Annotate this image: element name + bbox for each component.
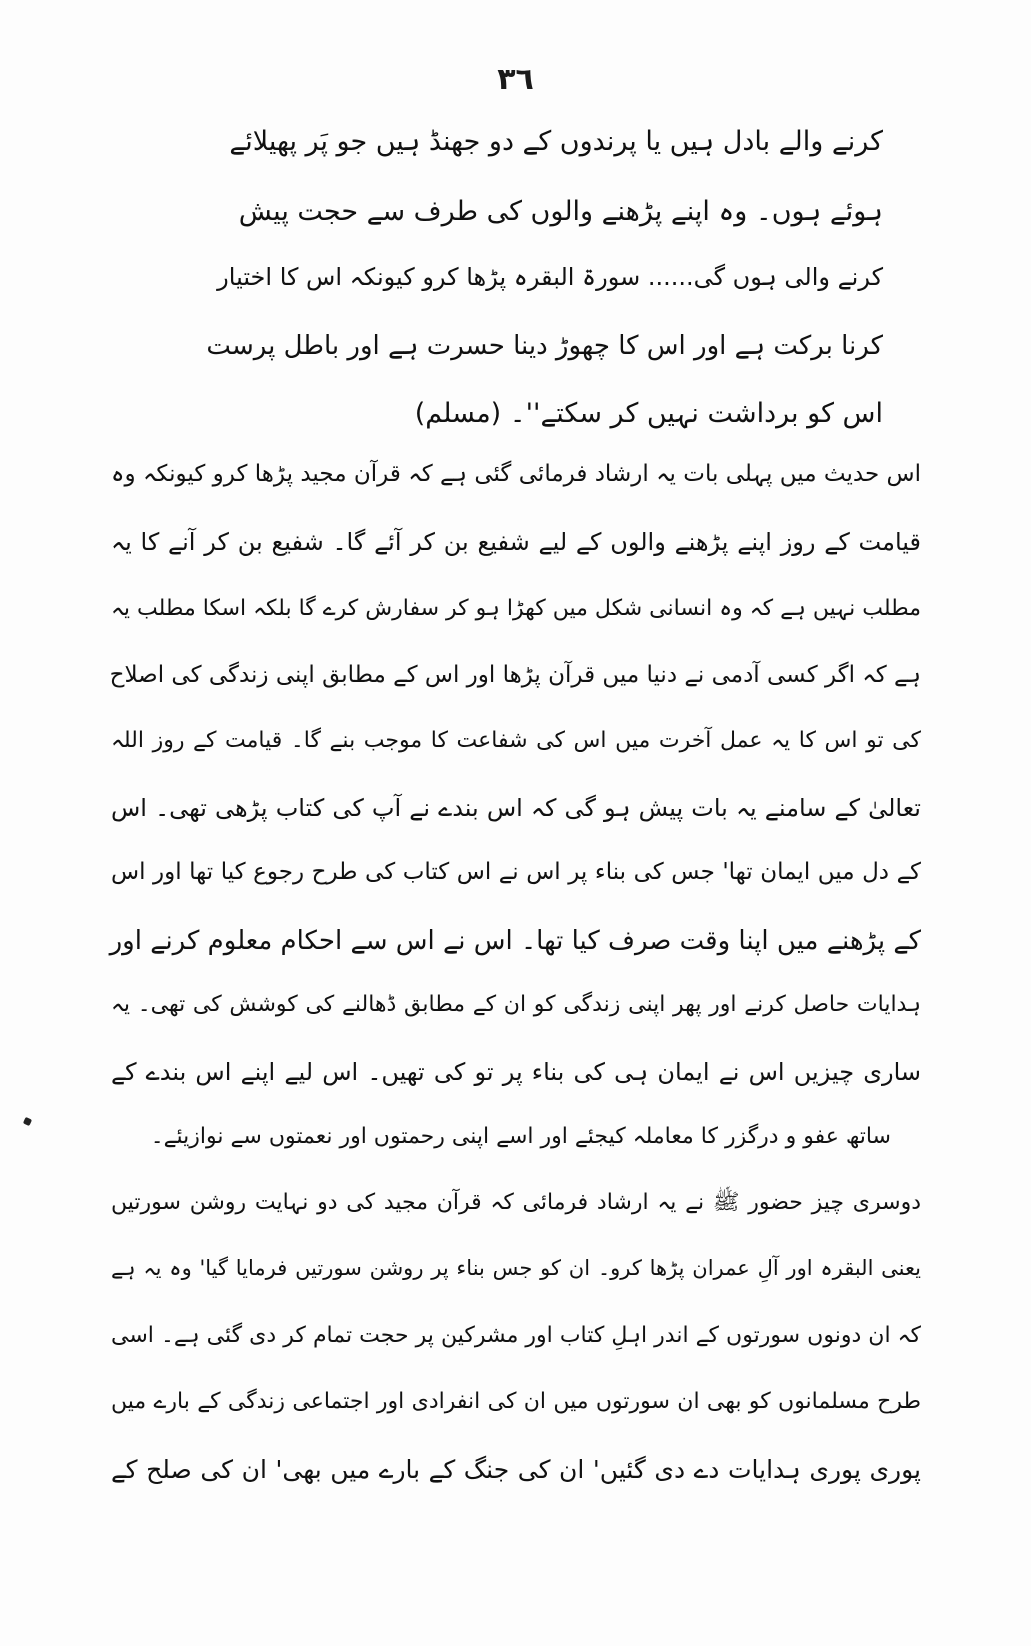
body-line: اس حدیث میں پہلی بات یہ ارشاد فرمائی گئی ہے کہ قرآن مجید پڑھا کرو کیونکہ وہ	[111, 461, 921, 487]
quote-line: ہوئے ہوں۔ وہ اپنے پڑھنے والوں کی طرف سے حجت پیش	[238, 196, 883, 227]
body-line: کے دل میں ایمان تھا' جس کی بناء پر اس نے اس کتاب کی طرح رجوع کیا تھا اور اس	[111, 859, 921, 885]
quote-line: کرنا برکت ہے اور اس کا چھوڑ دینا حسرت ہے اور باطل پرست	[206, 331, 883, 361]
ink-speck	[23, 1117, 32, 1126]
body-line: طرح مسلمانوں کو بھی ان سورتوں میں ان کی انفرادی اور اجتماعی زندگی کے بارے میں	[111, 1389, 921, 1414]
body-line: تعالیٰ کے سامنے یہ بات پیش ہو گی کہ اس بندے نے آپ کی کتاب پڑھی تھی۔ اس	[111, 794, 921, 822]
body-line: ہے کہ اگر کسی آدمی نے دنیا میں قرآن پڑھا اور اس کے مطابق اپنی زندگی کی اصلاح	[109, 662, 921, 688]
body-line: ساری چیزیں اس نے ایمان ہی کی بناء پر تو کی تھیں۔ اس لیے اپنے اس بندے کے	[111, 1058, 921, 1086]
body-line: کی تو اس کا یہ عمل آخرت میں اس کی شفاعت کا موجب بنے گا۔ قیامت کے روز اللہ	[111, 728, 921, 753]
body-line: دوسری چیز حضور ﷺ نے یہ ارشاد فرمائی کہ قرآن مجید کی دو نہایت روشن سورتیں	[111, 1190, 921, 1215]
body-line: کے پڑھنے میں اپنا وقت صرف کیا تھا۔ اس نے اس سے احکام معلوم کرنے اور	[109, 926, 921, 956]
quote-line: کرنے والے بادل ہیں یا پرندوں کے دو جھنڈ ہیں جو پَر پھیلائے	[229, 126, 883, 157]
body-line: پوری پوری ہدایات دے دی گئیں' ان کی جنگ کے بارے میں بھی' ان کی صلح کے	[111, 1455, 921, 1484]
body-line: کہ ان دونوں سورتوں کے اندر اہلِ کتاب اور مشرکین پر حجت تمام کر دی گئی ہے۔ اسی	[111, 1323, 922, 1348]
page-number: ٣٦	[497, 62, 534, 97]
quote-line: کرنے والی ہوں گی...... سورۃ البقرہ پڑھا کرو کیونکہ اس کا اختیار	[217, 263, 883, 291]
body-line: یعنی البقرہ اور آلِ عمران پڑھا کرو۔ ان کو جس بناء پر روشن سورتیں فرمایا گیا' وہ یہ ہے	[111, 1256, 921, 1280]
body-line: ہدایات حاصل کرنے اور پھر اپنی زندگی کو ان کے مطابق ڈھالنے کی کوشش کی تھی۔ یہ	[111, 992, 921, 1017]
body-line: قیامت کے روز اپنے پڑھنے والوں کے لیے شفیع بن کر آئے گا۔ شفیع بن کر آنے کا یہ	[111, 528, 921, 556]
body-line: ساتھ عفو و درگزر کا معاملہ کیجئے اور اسے اپنی رحمتوں اور نعمتوں سے نوازیئے۔	[150, 1124, 891, 1149]
body-line: مطلب نہیں ہے کہ وہ انسانی شکل میں کھڑا ہو کر سفارش کرے گا بلکہ اسکا مطلب یہ	[111, 596, 921, 621]
quote-line: اس کو برداشت نہیں کر سکتے''۔ (مسلم)	[414, 398, 883, 429]
